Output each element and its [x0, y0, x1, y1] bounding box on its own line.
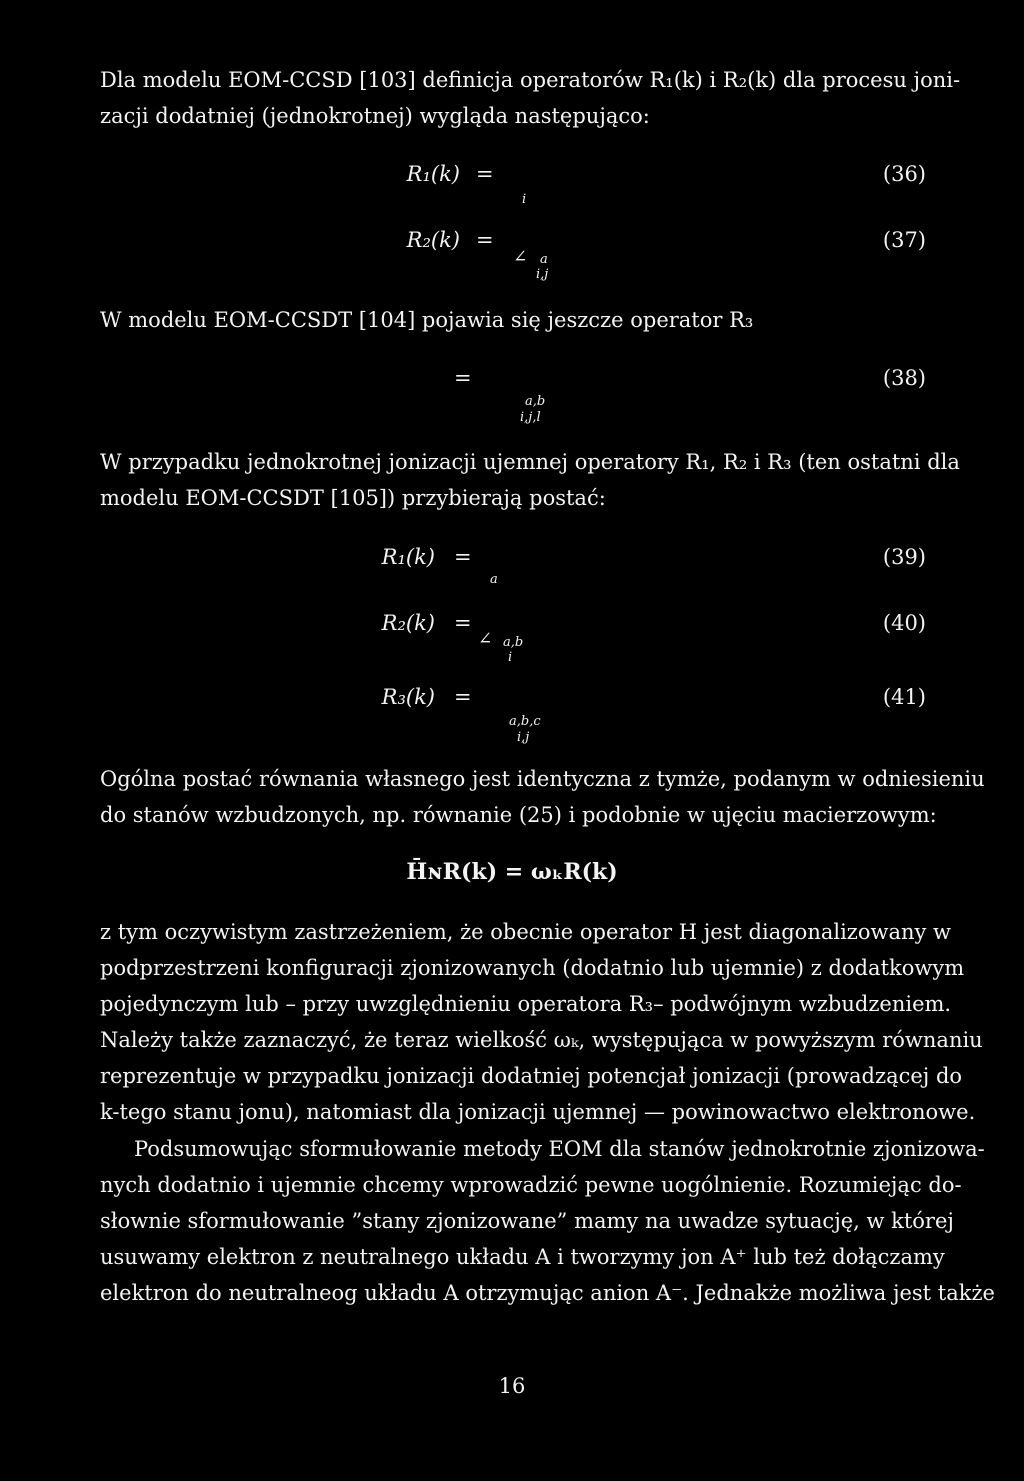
equation-39-number: (39)	[882, 545, 926, 569]
equation-38-subscript: i,j,l	[520, 410, 541, 425]
text-line: nych dodatnio i ujemnie chcemy wprowadzić pewne uogólnienie. Rozumiejąc do-	[100, 1173, 962, 1197]
equation-37-equals: =	[476, 228, 494, 252]
equation-40-equals: =	[454, 611, 472, 635]
equation-41-lhs: R₃(k)	[381, 685, 435, 709]
text-line: Ogólna postać równania własnego jest identyczna z tymże, podanym w odniesieniu	[100, 767, 985, 791]
text-line: W przypadku jednokrotnej jonizacji ujemnej operatory R₁, R₂ i R₃ (ten ostatni dla	[100, 450, 960, 474]
text-line: podprzestrzeni konfiguracji zjonizowanych (dodatnio lub ujemnie) z dodatkowym	[100, 956, 965, 980]
equation-40-superscript: a,b	[503, 635, 524, 650]
text-line: Podsumowując sformułowanie metody EOM dla stanów jednokrotnie zjonizowa-	[134, 1137, 985, 1161]
text-line: W modelu EOM-CCSDT [104] pojawia się jeszcze operator R₃	[100, 308, 754, 332]
equation-36-equals: =	[476, 162, 494, 186]
equation-36-number: (36)	[882, 162, 926, 186]
equation-40-sum-fragment: ∠	[478, 629, 493, 649]
text-line: do stanów wzbudzonych, np. równanie (25) i podobnie w ujęciu macierzowym:	[100, 803, 937, 827]
equation-41-superscript: a,b,c	[509, 714, 541, 729]
equation-39-equals: =	[454, 545, 472, 569]
equation-40-subscript: i	[508, 650, 513, 665]
equation-37-lhs: R₂(k)	[406, 228, 460, 252]
text-line: k-tego stanu jonu), natomiast dla jonizacji ujemnej — powinowactwo elektronowe.	[100, 1100, 976, 1124]
page-number: 16	[498, 1374, 526, 1398]
text-line: elektron do neutralneog układu A otrzymując anion A⁻. Jednakże możliwa jest także	[100, 1281, 995, 1305]
text-line: Dla modelu EOM-CCSD [103] definicja operatorów R₁(k) i R₂(k) dla procesu joni-	[100, 68, 961, 92]
text-line: usuwamy elektron z neutralnego układu A i tworzymy jon A⁺ lub też dołączamy	[100, 1245, 945, 1269]
equation-40-number: (40)	[882, 611, 926, 635]
text-line: z tym oczywistym zastrzeżeniem, że obecnie operator H jest diagonalizowany w	[100, 920, 952, 944]
equation-40-lhs: R₂(k)	[381, 611, 435, 635]
equation-37-number: (37)	[882, 228, 926, 252]
equation-41-number: (41)	[882, 685, 926, 709]
equation-37-sum-fragment: ∠	[513, 247, 528, 267]
text-line: reprezentuje w przypadku jonizacji dodatniej potencjał jonizacji (prowadzącej do	[100, 1064, 963, 1088]
text-line: Należy także zaznaczyć, że teraz wielkość ωₖ, występująca w powyższym równaniu	[100, 1028, 983, 1052]
equation-37-subscript: i,j	[536, 267, 549, 282]
text-line: modelu EOM-CCSDT [105]) przybierają postać:	[100, 486, 606, 510]
equation-41-equals: =	[454, 685, 472, 709]
equation-39-lhs: R₁(k)	[381, 545, 435, 569]
equation-38-equals: =	[454, 366, 472, 390]
equation-38-superscript: a,b	[525, 394, 546, 409]
text-line: pojedynczym lub – przy uwzględnieniu operatora R₃– podwójnym wzbudzeniem.	[100, 992, 952, 1016]
equation-36-subscript: i	[522, 192, 527, 207]
equation-41-subscript: i,j	[517, 730, 530, 745]
text-line: zacji dodatniej (jednokrotnej) wygląda następująco:	[100, 104, 650, 128]
equation-37-superscript: a	[540, 252, 548, 267]
equation-36-lhs: R₁(k)	[406, 162, 460, 186]
equation-38-number: (38)	[882, 366, 926, 390]
text-line: słownie sformułowanie ”stany zjonizowane” mamy na uwadze sytuację, w której	[100, 1209, 954, 1233]
matrix-equation: H̄ɴR(k) = ωₖR(k)	[406, 859, 618, 885]
equation-39-superscript: a	[490, 572, 498, 587]
